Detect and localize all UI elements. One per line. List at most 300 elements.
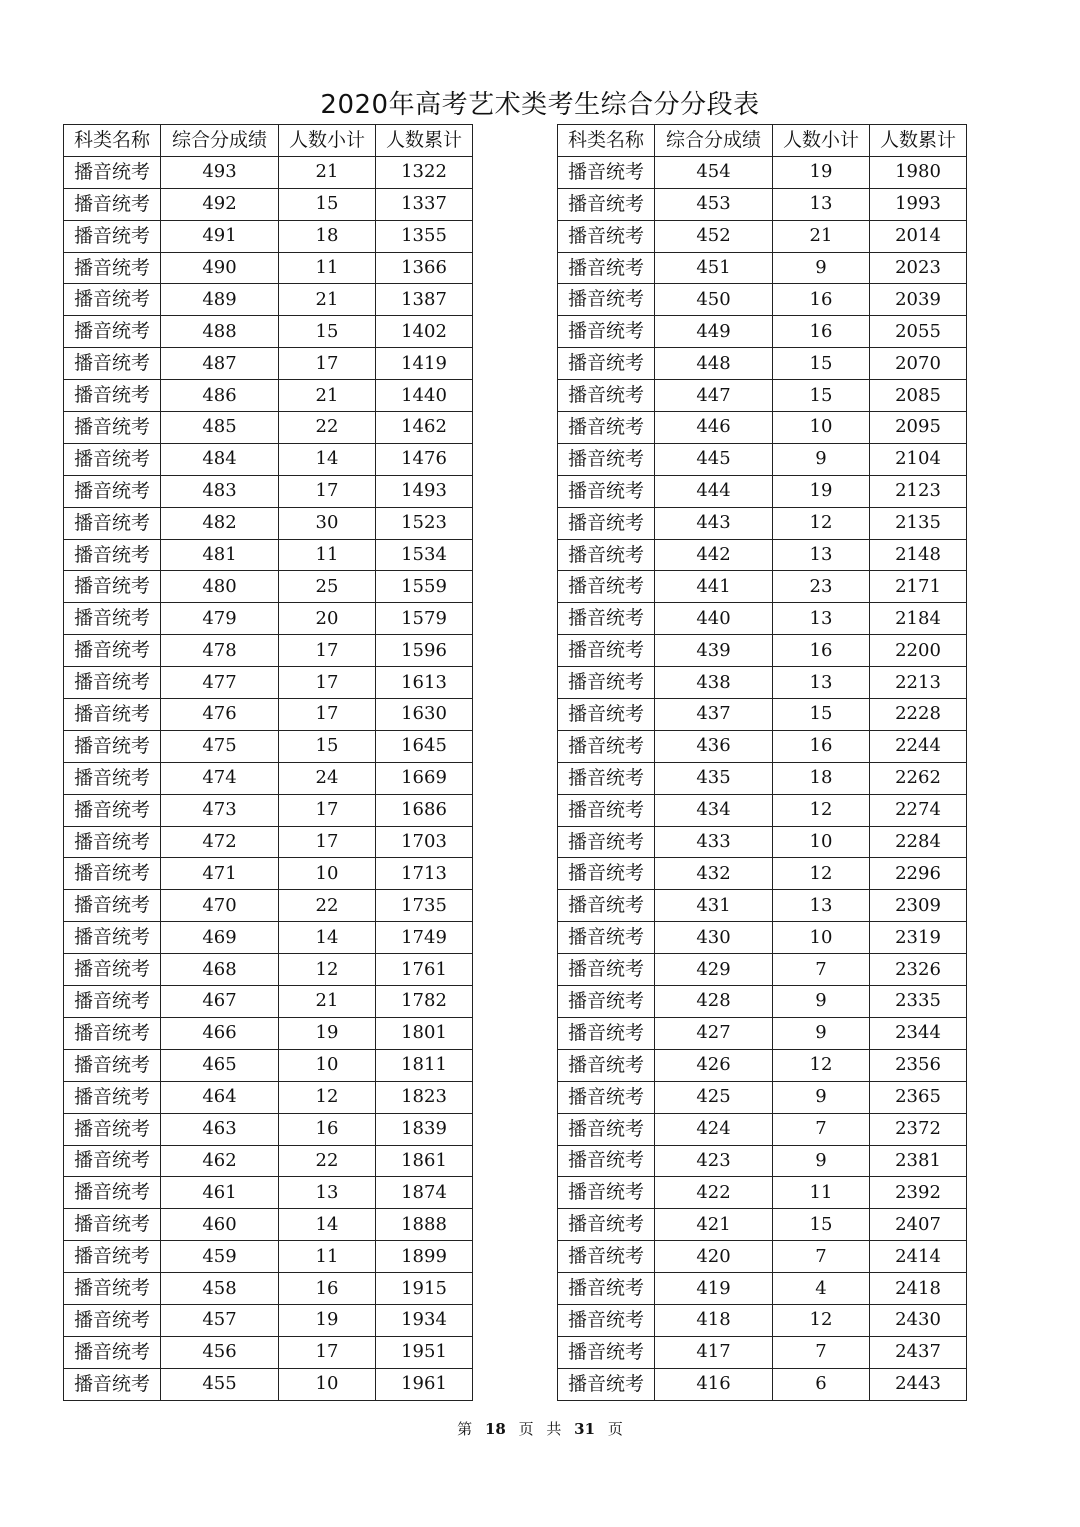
table-header-row bbox=[64, 125, 473, 157]
cell-score: 461 bbox=[161, 1177, 279, 1209]
cell-count: 15 bbox=[279, 188, 376, 220]
cell-category: 播音统考 bbox=[64, 348, 161, 380]
cell-score: 469 bbox=[161, 922, 279, 954]
cell-cumulative: 2274 bbox=[870, 794, 967, 826]
cell-score: 480 bbox=[161, 571, 279, 603]
cell-category: 播音统考 bbox=[558, 1209, 655, 1241]
cell-count: 22 bbox=[279, 1145, 376, 1177]
cell-category: 播音统考 bbox=[64, 826, 161, 858]
table-row bbox=[64, 443, 473, 475]
cell-score: 443 bbox=[655, 507, 773, 539]
cell-score: 418 bbox=[655, 1304, 773, 1336]
footer-page-number: 18 bbox=[484, 1420, 506, 1438]
table-row bbox=[64, 571, 473, 603]
cell-cumulative: 2148 bbox=[870, 539, 967, 571]
cell-count: 15 bbox=[279, 730, 376, 762]
table-row bbox=[64, 890, 473, 922]
cell-category: 播音统考 bbox=[558, 1049, 655, 1081]
cell-count: 21 bbox=[279, 284, 376, 316]
cell-category: 播音统考 bbox=[558, 507, 655, 539]
cell-category: 播音统考 bbox=[558, 794, 655, 826]
cell-category: 播音统考 bbox=[64, 890, 161, 922]
table-row bbox=[64, 1017, 473, 1049]
cell-category: 播音统考 bbox=[64, 603, 161, 635]
cell-cumulative: 1419 bbox=[376, 348, 473, 380]
cell-cumulative: 1782 bbox=[376, 986, 473, 1018]
cell-score: 489 bbox=[161, 284, 279, 316]
cell-count: 17 bbox=[279, 826, 376, 858]
cell-count: 15 bbox=[773, 1209, 870, 1241]
cell-score: 467 bbox=[161, 986, 279, 1018]
cell-category: 播音统考 bbox=[558, 1241, 655, 1273]
cell-count: 7 bbox=[773, 954, 870, 986]
cell-cumulative: 2356 bbox=[870, 1049, 967, 1081]
table-row bbox=[64, 1049, 473, 1081]
cell-count: 15 bbox=[773, 348, 870, 380]
cell-cumulative: 2055 bbox=[870, 316, 967, 348]
cell-score: 492 bbox=[161, 188, 279, 220]
page-footer bbox=[0, 1418, 1080, 1439]
cell-count: 13 bbox=[773, 667, 870, 699]
cell-score: 458 bbox=[161, 1273, 279, 1305]
cell-count: 10 bbox=[773, 922, 870, 954]
cell-count: 17 bbox=[279, 699, 376, 731]
header-cumulative: 人数累计 bbox=[870, 125, 967, 157]
table-row bbox=[558, 1336, 967, 1368]
table-row bbox=[558, 1368, 967, 1400]
cell-count: 13 bbox=[279, 1177, 376, 1209]
cell-category: 播音统考 bbox=[558, 348, 655, 380]
cell-cumulative: 2309 bbox=[870, 890, 967, 922]
cell-cumulative: 1337 bbox=[376, 188, 473, 220]
cell-count: 10 bbox=[279, 1368, 376, 1400]
cell-count: 16 bbox=[773, 316, 870, 348]
cell-count: 11 bbox=[773, 1177, 870, 1209]
table-row bbox=[64, 1273, 473, 1305]
cell-score: 425 bbox=[655, 1081, 773, 1113]
table-row bbox=[64, 188, 473, 220]
cell-category: 播音统考 bbox=[64, 1017, 161, 1049]
cell-cumulative: 1669 bbox=[376, 762, 473, 794]
cell-count: 14 bbox=[279, 443, 376, 475]
cell-cumulative: 1934 bbox=[376, 1304, 473, 1336]
cell-score: 444 bbox=[655, 475, 773, 507]
cell-score: 472 bbox=[161, 826, 279, 858]
table-header-row bbox=[558, 125, 967, 157]
cell-cumulative: 1951 bbox=[376, 1336, 473, 1368]
cell-category: 播音统考 bbox=[558, 1177, 655, 1209]
cell-cumulative: 1355 bbox=[376, 220, 473, 252]
cell-count: 14 bbox=[279, 1209, 376, 1241]
cell-count: 15 bbox=[773, 699, 870, 731]
table-row bbox=[558, 220, 967, 252]
table-row bbox=[64, 699, 473, 731]
cell-count: 19 bbox=[773, 475, 870, 507]
cell-count: 19 bbox=[279, 1017, 376, 1049]
table-row bbox=[558, 412, 967, 444]
cell-category: 播音统考 bbox=[64, 667, 161, 699]
cell-cumulative: 2262 bbox=[870, 762, 967, 794]
cell-category: 播音统考 bbox=[558, 1273, 655, 1305]
cell-cumulative: 2319 bbox=[870, 922, 967, 954]
cell-cumulative: 2407 bbox=[870, 1209, 967, 1241]
cell-category: 播音统考 bbox=[64, 380, 161, 412]
cell-score: 419 bbox=[655, 1273, 773, 1305]
cell-count: 9 bbox=[773, 1081, 870, 1113]
cell-count: 12 bbox=[279, 954, 376, 986]
cell-score: 420 bbox=[655, 1241, 773, 1273]
cell-score: 470 bbox=[161, 890, 279, 922]
cell-count: 9 bbox=[773, 252, 870, 284]
cell-count: 17 bbox=[279, 794, 376, 826]
cell-count: 10 bbox=[279, 858, 376, 890]
header-cumulative: 人数累计 bbox=[376, 125, 473, 157]
table-row bbox=[64, 794, 473, 826]
cell-count: 16 bbox=[773, 284, 870, 316]
cell-score: 459 bbox=[161, 1241, 279, 1273]
cell-cumulative: 1523 bbox=[376, 507, 473, 539]
table-row bbox=[64, 1177, 473, 1209]
cell-cumulative: 1476 bbox=[376, 443, 473, 475]
table-row bbox=[64, 922, 473, 954]
cell-category: 播音统考 bbox=[64, 284, 161, 316]
cell-cumulative: 2200 bbox=[870, 635, 967, 667]
cell-cumulative: 1645 bbox=[376, 730, 473, 762]
cell-cumulative: 1761 bbox=[376, 954, 473, 986]
cell-count: 13 bbox=[773, 539, 870, 571]
cell-count: 16 bbox=[773, 730, 870, 762]
cell-cumulative: 1899 bbox=[376, 1241, 473, 1273]
cell-score: 430 bbox=[655, 922, 773, 954]
table-row bbox=[64, 635, 473, 667]
cell-cumulative: 2070 bbox=[870, 348, 967, 380]
cell-score: 432 bbox=[655, 858, 773, 890]
cell-category: 播音统考 bbox=[558, 667, 655, 699]
table-row bbox=[64, 667, 473, 699]
page-title: 2020年高考艺术类考生综合分分段表 bbox=[320, 90, 760, 120]
cell-category: 播音统考 bbox=[64, 699, 161, 731]
footer-suffix: 页 bbox=[607, 1420, 623, 1438]
cell-cumulative: 1823 bbox=[376, 1081, 473, 1113]
cell-category: 播音统考 bbox=[64, 1145, 161, 1177]
cell-category: 播音统考 bbox=[64, 794, 161, 826]
table-row bbox=[558, 1081, 967, 1113]
table-row bbox=[64, 284, 473, 316]
cell-cumulative: 1613 bbox=[376, 667, 473, 699]
cell-cumulative: 1579 bbox=[376, 603, 473, 635]
cell-category: 播音统考 bbox=[558, 1368, 655, 1400]
cell-count: 11 bbox=[279, 539, 376, 571]
table-row bbox=[64, 380, 473, 412]
cell-category: 播音统考 bbox=[558, 475, 655, 507]
table-row bbox=[64, 252, 473, 284]
cell-cumulative: 2014 bbox=[870, 220, 967, 252]
cell-score: 463 bbox=[161, 1113, 279, 1145]
cell-cumulative: 1402 bbox=[376, 316, 473, 348]
cell-count: 30 bbox=[279, 507, 376, 539]
cell-category: 播音统考 bbox=[558, 443, 655, 475]
cell-cumulative: 2213 bbox=[870, 667, 967, 699]
cell-count: 10 bbox=[773, 826, 870, 858]
cell-cumulative: 2372 bbox=[870, 1113, 967, 1145]
cell-category: 播音统考 bbox=[64, 156, 161, 188]
cell-cumulative: 1888 bbox=[376, 1209, 473, 1241]
table-row bbox=[64, 1209, 473, 1241]
cell-score: 438 bbox=[655, 667, 773, 699]
cell-cumulative: 2095 bbox=[870, 412, 967, 444]
cell-score: 456 bbox=[161, 1336, 279, 1368]
cell-count: 17 bbox=[279, 348, 376, 380]
cell-count: 12 bbox=[773, 794, 870, 826]
cell-cumulative: 2039 bbox=[870, 284, 967, 316]
cell-count: 13 bbox=[773, 188, 870, 220]
header-category: 科类名称 bbox=[558, 125, 655, 157]
cell-category: 播音统考 bbox=[64, 1177, 161, 1209]
cell-cumulative: 2418 bbox=[870, 1273, 967, 1305]
cell-score: 441 bbox=[655, 571, 773, 603]
cell-cumulative: 2344 bbox=[870, 1017, 967, 1049]
table-row bbox=[558, 699, 967, 731]
cell-cumulative: 2284 bbox=[870, 826, 967, 858]
cell-cumulative: 1462 bbox=[376, 412, 473, 444]
cell-cumulative: 1596 bbox=[376, 635, 473, 667]
cell-category: 播音统考 bbox=[558, 156, 655, 188]
cell-count: 13 bbox=[773, 890, 870, 922]
cell-count: 22 bbox=[279, 890, 376, 922]
cell-cumulative: 1749 bbox=[376, 922, 473, 954]
table-row bbox=[64, 954, 473, 986]
cell-cumulative: 1801 bbox=[376, 1017, 473, 1049]
cell-count: 12 bbox=[773, 1304, 870, 1336]
cell-count: 7 bbox=[773, 1241, 870, 1273]
cell-count: 11 bbox=[279, 1241, 376, 1273]
cell-score: 477 bbox=[161, 667, 279, 699]
cell-category: 播音统考 bbox=[64, 316, 161, 348]
cell-cumulative: 1366 bbox=[376, 252, 473, 284]
cell-score: 445 bbox=[655, 443, 773, 475]
cell-category: 播音统考 bbox=[64, 1241, 161, 1273]
table-row bbox=[64, 412, 473, 444]
table-row bbox=[558, 1241, 967, 1273]
cell-category: 播音统考 bbox=[558, 284, 655, 316]
cell-category: 播音统考 bbox=[64, 571, 161, 603]
cell-score: 468 bbox=[161, 954, 279, 986]
table-row bbox=[64, 539, 473, 571]
cell-cumulative: 1874 bbox=[376, 1177, 473, 1209]
cell-category: 播音统考 bbox=[64, 252, 161, 284]
table-row bbox=[558, 986, 967, 1018]
cell-category: 播音统考 bbox=[64, 188, 161, 220]
cell-count: 11 bbox=[279, 252, 376, 284]
cell-score: 451 bbox=[655, 252, 773, 284]
cell-score: 428 bbox=[655, 986, 773, 1018]
cell-score: 431 bbox=[655, 890, 773, 922]
cell-score: 491 bbox=[161, 220, 279, 252]
cell-cumulative: 1980 bbox=[870, 156, 967, 188]
cell-score: 436 bbox=[655, 730, 773, 762]
cell-category: 播音统考 bbox=[558, 539, 655, 571]
table-row bbox=[558, 730, 967, 762]
cell-count: 13 bbox=[773, 603, 870, 635]
cell-score: 482 bbox=[161, 507, 279, 539]
cell-count: 9 bbox=[773, 1145, 870, 1177]
cell-category: 播音统考 bbox=[558, 1336, 655, 1368]
cell-score: 457 bbox=[161, 1304, 279, 1336]
cell-cumulative: 2296 bbox=[870, 858, 967, 890]
cell-category: 播音统考 bbox=[558, 380, 655, 412]
cell-cumulative: 1811 bbox=[376, 1049, 473, 1081]
table-row bbox=[64, 858, 473, 890]
table-row bbox=[558, 507, 967, 539]
table-row bbox=[558, 922, 967, 954]
cell-count: 10 bbox=[773, 412, 870, 444]
cell-score: 417 bbox=[655, 1336, 773, 1368]
cell-count: 18 bbox=[279, 220, 376, 252]
cell-cumulative: 1993 bbox=[870, 188, 967, 220]
cell-cumulative: 1861 bbox=[376, 1145, 473, 1177]
cell-score: 429 bbox=[655, 954, 773, 986]
cell-cumulative: 2381 bbox=[870, 1145, 967, 1177]
cell-count: 12 bbox=[773, 507, 870, 539]
cell-count: 19 bbox=[279, 1304, 376, 1336]
cell-cumulative: 2135 bbox=[870, 507, 967, 539]
table-row bbox=[558, 762, 967, 794]
cell-category: 播音统考 bbox=[558, 922, 655, 954]
table-row bbox=[558, 1304, 967, 1336]
cell-cumulative: 1839 bbox=[376, 1113, 473, 1145]
cell-category: 播音统考 bbox=[64, 922, 161, 954]
cell-score: 464 bbox=[161, 1081, 279, 1113]
table-row bbox=[558, 380, 967, 412]
cell-cumulative: 2430 bbox=[870, 1304, 967, 1336]
cell-count: 21 bbox=[279, 380, 376, 412]
cell-category: 播音统考 bbox=[64, 443, 161, 475]
cell-count: 16 bbox=[773, 635, 870, 667]
table-row bbox=[558, 1209, 967, 1241]
cell-category: 播音统考 bbox=[64, 1368, 161, 1400]
table-row bbox=[558, 1177, 967, 1209]
cell-score: 486 bbox=[161, 380, 279, 412]
cell-score: 439 bbox=[655, 635, 773, 667]
header-score: 综合分成绩 bbox=[655, 125, 773, 157]
cell-category: 播音统考 bbox=[558, 252, 655, 284]
table-row bbox=[558, 1049, 967, 1081]
table-row bbox=[64, 1145, 473, 1177]
cell-count: 10 bbox=[279, 1049, 376, 1081]
cell-category: 播音统考 bbox=[558, 1304, 655, 1336]
table-row bbox=[64, 156, 473, 188]
table-row bbox=[64, 1081, 473, 1113]
cell-cumulative: 2023 bbox=[870, 252, 967, 284]
table-row bbox=[64, 730, 473, 762]
cell-cumulative: 1440 bbox=[376, 380, 473, 412]
table-row bbox=[558, 284, 967, 316]
cell-cumulative: 2104 bbox=[870, 443, 967, 475]
cell-score: 488 bbox=[161, 316, 279, 348]
cell-category: 播音统考 bbox=[64, 507, 161, 539]
table-row bbox=[64, 826, 473, 858]
cell-category: 播音统考 bbox=[64, 986, 161, 1018]
table-row bbox=[64, 316, 473, 348]
cell-score: 421 bbox=[655, 1209, 773, 1241]
cell-category: 播音统考 bbox=[558, 603, 655, 635]
cell-cumulative: 2085 bbox=[870, 380, 967, 412]
cell-score: 449 bbox=[655, 316, 773, 348]
cell-count: 19 bbox=[773, 156, 870, 188]
table-row bbox=[64, 1241, 473, 1273]
cell-score: 434 bbox=[655, 794, 773, 826]
cell-cumulative: 1387 bbox=[376, 284, 473, 316]
cell-score: 433 bbox=[655, 826, 773, 858]
cell-score: 460 bbox=[161, 1209, 279, 1241]
table-row bbox=[64, 1304, 473, 1336]
cell-category: 播音统考 bbox=[64, 1336, 161, 1368]
footer-prefix: 第 bbox=[457, 1420, 473, 1438]
table-row bbox=[64, 348, 473, 380]
cell-count: 7 bbox=[773, 1113, 870, 1145]
cell-category: 播音统考 bbox=[558, 890, 655, 922]
header-count: 人数小计 bbox=[279, 125, 376, 157]
table-row bbox=[64, 986, 473, 1018]
table-row bbox=[558, 1017, 967, 1049]
cell-score: 448 bbox=[655, 348, 773, 380]
cell-score: 485 bbox=[161, 412, 279, 444]
cell-cumulative: 1686 bbox=[376, 794, 473, 826]
table-row bbox=[64, 220, 473, 252]
cell-count: 16 bbox=[279, 1273, 376, 1305]
cell-category: 播音统考 bbox=[64, 954, 161, 986]
cell-score: 475 bbox=[161, 730, 279, 762]
cell-count: 9 bbox=[773, 1017, 870, 1049]
cell-score: 487 bbox=[161, 348, 279, 380]
cell-count: 14 bbox=[279, 922, 376, 954]
cell-cumulative: 2335 bbox=[870, 986, 967, 1018]
table-row bbox=[64, 1368, 473, 1400]
table-row bbox=[558, 954, 967, 986]
cell-count: 12 bbox=[773, 1049, 870, 1081]
cell-score: 452 bbox=[655, 220, 773, 252]
cell-category: 播音统考 bbox=[64, 220, 161, 252]
cell-count: 4 bbox=[773, 1273, 870, 1305]
table-row bbox=[558, 826, 967, 858]
cell-score: 454 bbox=[655, 156, 773, 188]
cell-category: 播音统考 bbox=[558, 986, 655, 1018]
header-count: 人数小计 bbox=[773, 125, 870, 157]
cell-category: 播音统考 bbox=[558, 316, 655, 348]
cell-count: 17 bbox=[279, 635, 376, 667]
cell-cumulative: 2392 bbox=[870, 1177, 967, 1209]
table-row bbox=[558, 603, 967, 635]
table-row bbox=[558, 252, 967, 284]
table-row bbox=[64, 475, 473, 507]
cell-score: 422 bbox=[655, 1177, 773, 1209]
table-row bbox=[558, 475, 967, 507]
cell-count: 21 bbox=[279, 986, 376, 1018]
cell-category: 播音统考 bbox=[558, 635, 655, 667]
cell-score: 466 bbox=[161, 1017, 279, 1049]
table-row bbox=[558, 1113, 967, 1145]
table-row bbox=[64, 603, 473, 635]
cell-category: 播音统考 bbox=[558, 1081, 655, 1113]
cell-category: 播音统考 bbox=[558, 858, 655, 890]
cell-score: 490 bbox=[161, 252, 279, 284]
cell-score: 450 bbox=[655, 284, 773, 316]
cell-cumulative: 1915 bbox=[376, 1273, 473, 1305]
cell-count: 9 bbox=[773, 443, 870, 475]
cell-count: 23 bbox=[773, 571, 870, 603]
cell-count: 12 bbox=[279, 1081, 376, 1113]
cell-cumulative: 2228 bbox=[870, 699, 967, 731]
